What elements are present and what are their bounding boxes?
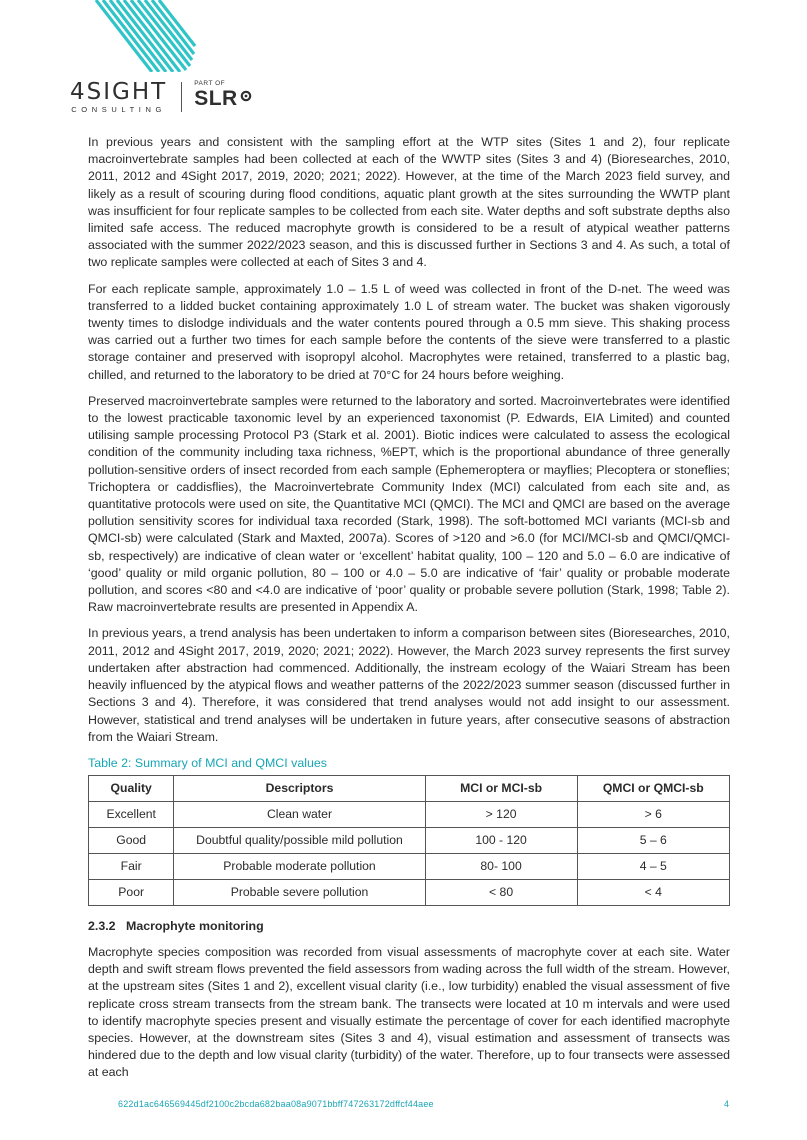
section-number: 2.3.2 (88, 918, 116, 933)
table-row (89, 879, 730, 905)
brand-stripes-graphic (0, 0, 200, 72)
paragraph-macrophyte: Macrophyte species composition was recorded from visual assessments of macrophyte cover at each site. Water depth and swift stream flows prevented the field assessors from wading across the full width of the stream. However, at the upstream sites (Sites 1 and 2), excellent visual clarity (i.e., low turbidity) enabled the visual assessment of five replicate cross stream transects from the stream bank. The transects were located at 10 m intervals and were used to identify macrophyte species present and visually estimate the percentage of cover for each identified macrophyte species. However, at the downstream sites (Sites 3 and 4), visual estimation and assessment of transects was hindered due to the depth and low visual clarity (turbidity) of the water. Therefore, up to four transects were assessed at each (88, 944, 730, 1080)
paragraph-trend-analysis: In previous years, a trend analysis has been undertaken to inform a comparison between sites (Bioresearches, 2010, 2011, 2012 and 4Sight 2017, 2019, 2020; 2021; 2022). However, the March 2023 survey represents the first survey undertaken after abstraction had commenced. Additionally, the instream ecology of the Waiari Stream has been heavily influenced by the atypical flows and weather patterns of the 2022/2023 summer season (discussed further in Sections 3 and 4). Therefore, it was considered that trend analyses would not add insight to our assessment. However, statistical and trend analyses will be undertaken in future years, after consecutive seasons of abstraction from the Waiari Stream. (88, 626, 730, 744)
cell-quality: Excellent (89, 801, 174, 827)
table-row (89, 853, 730, 879)
paragraph-replicate-samples: In previous years and consistent with the sampling effort at the WTP sites (Sites 1 and 2), four replicate macroinvertebrate samples had been collected at each of the WWTP sites (Sites 3 and 4) (Bioresearches, 2010, 2011, 2012 and 4Sight 2017, 2019, 2020; 2021; 2022). However, at the time of the March 2023 field survey, and likely as a result of scouring during flood conditions, aquatic plant growth at the sites surrounding the WWTP plant was insufficient for four replicate samples to be collected from each site. Water depths and soft substrate depths also limited safe access. The reduced macrophyte growth is considered to be a result of atypical weather patterns associated with the summer 2022/2023 season, and this is discussed further in Sections 3 and 4. As such, a total of two replicate samples were collected at each of Sites 3 and 4. (88, 135, 730, 270)
slr-logo (194, 80, 252, 110)
cell-qmci: 4 – 5 (577, 853, 729, 879)
logo-divider (181, 82, 182, 112)
cell-mci: > 120 (425, 801, 577, 827)
cell-descriptor: Doubtful quality/possible mild pollution (174, 827, 425, 853)
slr-gear-icon (240, 90, 252, 102)
cell-quality: Good (89, 827, 174, 853)
logo-subtitle: CONSULTING (71, 105, 166, 114)
cell-quality: Fair (89, 853, 174, 879)
footer-page-number: 4 (724, 1099, 730, 1109)
footer-document-hash: 622d1ac646569445df2100c2bcda682baa08a9071bbff747263172dffcf44aee (118, 1099, 434, 1109)
header-descriptors: Descriptors (174, 775, 425, 801)
4sight-logo (70, 80, 167, 114)
logo-part-of: PART OF (194, 80, 226, 87)
logo-brand: 4SIGHT (70, 79, 168, 105)
section-heading (88, 918, 730, 935)
mci-qmci-table (88, 775, 730, 906)
logo-parent: SLR (194, 87, 238, 110)
table-header-row (89, 775, 730, 801)
cell-descriptor: Clean water (174, 801, 425, 827)
cell-mci: 80- 100 (425, 853, 577, 879)
cell-mci: < 80 (425, 879, 577, 905)
header-logo (70, 80, 252, 120)
table-caption: Table 2: Summary of MCI and QMCI values (88, 755, 327, 770)
cell-mci: 100 - 120 (425, 827, 577, 853)
cell-qmci: > 6 (577, 801, 729, 827)
cell-descriptor: Probable severe pollution (174, 879, 425, 905)
table-row (89, 827, 730, 853)
cell-quality: Poor (89, 879, 174, 905)
main-content (88, 134, 730, 1091)
paragraph-biotic-indices: Preserved macroinvertebrate samples were returned to the laboratory and sorted. Macroinvertebrates were identified to the lowest practicable taxonomic level by an experienced taxonomist (P. Edwards, EIA Limited) and counted utilising sample processing Protocol P3 (Stark et al. 2001). Biotic indices were calculated to assess the ecological condition of the community including taxa richness, %EPT, which is the proportional abundance of three generally pollution-sensitive orders of insect recorded from each sample (Ephemeroptera or mayflies; Plecoptera or stoneflies; Trichoptera or caddisflies), the Macroinvertebrate Community Index (MCI) calculated from each site and, as quantitative protocols were used on site, the Quantitative MCI (QMCI). The MCI and QMCI are based on the average pollution sensitivity scores for individual taxa recorded (Stark, 1998). The soft-bottomed MCI variants (MCI-sb and QMCI-sb) were calculated (Stark and Maxted, 2007a). Scores of >120 and >6.0 (for MCI/MCI-sb and QMCI/QMCI-sb, respectively) are indicative of clean water or ‘excellent’ habitat quality, 100 – 120 and 5.0 – 6.0 are indicative of ‘good’ quality or mild organic pollution, 80 – 100 or 4.0 – 5.0 are indicative of ‘fair’ quality or probable moderate pollution, and scores <80 and <4.0 are indicative of ‘poor’ quality or probable severe pollution (Stark, 1998; Table 2). Raw macroinvertebrate results are presented in Appendix A. (88, 393, 730, 615)
header-quality: Quality (89, 775, 174, 801)
table-row (89, 801, 730, 827)
cell-descriptor: Probable moderate pollution (174, 853, 425, 879)
header-qmci: QMCI or QMCI-sb (577, 775, 729, 801)
cell-qmci: 5 – 6 (577, 827, 729, 853)
header-mci: MCI or MCI-sb (425, 775, 577, 801)
cell-qmci: < 4 (577, 879, 729, 905)
paragraph-sampling-method: For each replicate sample, approximately 1.0 – 1.5 L of weed was collected in front of the D-net. The weed was transferred to a lidded bucket containing approximately 1.0 L of stream water. The bucket was shaken vigorously twenty times to dislodge individuals and the water contents poured through a 0.5 mm sieve. This shaking process was carried out a further two times for each sample before the contents of the sieve were transferred to a plastic storage container and preserved with isopropyl alcohol. Macrophytes were retained, transferred to a plastic bag, chilled, and returned to the laboratory to be dried at 70°C for 24 hours before weighing. (88, 281, 730, 382)
section-title: Macrophyte monitoring (126, 918, 264, 933)
